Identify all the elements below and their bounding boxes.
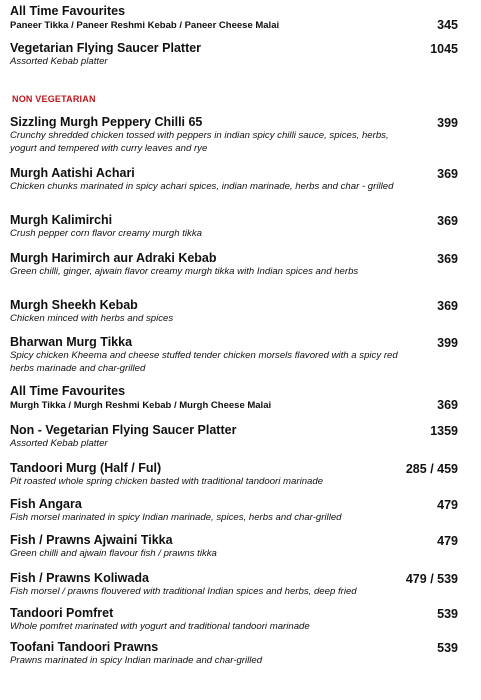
item-name: Tandoori Pomfret (10, 606, 114, 620)
item-name: Fish / Prawns Ajwaini Tikka (10, 533, 173, 547)
item-name: Murgh Harimirch aur Adraki Kebab (10, 251, 217, 265)
item-description: Green chilli, ginger, ajwain flavor creamy murgh tikka with Indian spices and herbs (10, 266, 359, 277)
item-price: 369 (437, 299, 458, 313)
menu-item (10, 606, 460, 634)
item-price: 479 / 539 (405, 572, 458, 586)
menu-item (10, 497, 460, 525)
item-description: Crush pepper corn flavor creamy murgh tikka (10, 228, 202, 239)
item-price: 479 (437, 534, 458, 548)
item-description: Prawns marinated in spicy Indian marinade and char-grilled (10, 655, 263, 666)
item-name: Vegetarian Flying Saucer Platter (10, 41, 202, 55)
item-name: Murgh Kalimirchi (10, 213, 113, 227)
item-description: Chicken chunks marinated in spicy achari spices, indian marinade, herbs and char - grilled (10, 181, 394, 192)
item-name: Toofani Tandoori Prawns (10, 640, 159, 654)
item-name: All Time Favourites (10, 384, 126, 398)
item-price: 369 (437, 214, 458, 228)
menu-item (10, 115, 460, 155)
menu-item (10, 298, 460, 326)
item-description: Chicken minced with herbs and spices (10, 313, 174, 324)
item-name: Fish / Prawns Koliwada (10, 571, 149, 585)
item-price: 345 (437, 18, 458, 32)
item-name: Murgh Sheekh Kebab (10, 298, 138, 312)
item-name: Bharwan Murg Tikka (10, 335, 133, 349)
menu-item (10, 213, 460, 241)
menu-item (10, 571, 460, 599)
menu-item (10, 640, 460, 668)
item-subtitle: Murgh Tikka / Murgh Reshmi Kebab / Murgh Cheese Malai (10, 400, 272, 411)
menu-item (10, 533, 460, 561)
item-price: 369 (437, 252, 458, 266)
item-price: 539 (437, 607, 458, 621)
menu-item (10, 384, 460, 412)
item-description: Fish morsel / prawns flouvered with traditional Indian spices and herbs, deep fried (10, 586, 357, 597)
item-description: Whole pomfret marinated with yogurt and traditional tandoori marinade (10, 621, 310, 632)
item-price: 479 (437, 498, 458, 512)
item-price: 1045 (430, 42, 458, 56)
item-name: Murgh Aatishi Achari (10, 166, 135, 180)
menu-item (10, 335, 460, 375)
section-title-non-vegetarian: NON VEGETARIAN (12, 94, 96, 104)
item-description: Pit roasted whole spring chicken basted with traditional tandoori marinade (10, 476, 324, 487)
menu-item-veg-all-time-favourites (10, 4, 460, 32)
menu-item (10, 423, 460, 451)
menu-item (10, 461, 460, 489)
item-description: Green chilli and ajwain flavour fish / prawns tikka (10, 548, 217, 559)
item-name: Non - Vegetarian Flying Saucer Platter (10, 423, 237, 437)
item-subtitle: Paneer Tikka / Paneer Reshmi Kebab / Paneer Cheese Malai (10, 20, 280, 31)
item-price: 399 (437, 336, 458, 350)
menu-item (10, 251, 460, 279)
item-price: 369 (437, 167, 458, 181)
item-description: Assorted Kebab platter (10, 438, 108, 449)
item-description: Assorted Kebab platter (10, 56, 108, 67)
item-price: 285 / 459 (405, 462, 458, 476)
item-description: Crunchy shredded chicken tossed with peppers in indian spicy chilli sauce, spices, herbs, yogurt and tempered with curry leaves and rye (10, 130, 389, 154)
item-price: 539 (437, 641, 458, 655)
item-price: 1359 (430, 424, 458, 438)
item-name: Sizzling Murgh Peppery Chilli 65 (10, 115, 203, 129)
item-name: Tandoori Murg (Half / Ful) (10, 461, 162, 475)
menu-item (10, 166, 460, 194)
item-name: Fish Angara (10, 497, 82, 511)
item-description: Spicy chicken Kheema and cheese stuffed tender chicken morsels flavored with a spicy red herbs marinade and char-grilled (10, 350, 398, 374)
item-description: Fish morsel marinated in spicy Indian marinade, spices, herbs and char-grilled (10, 512, 342, 523)
item-name: All Time Favourites (10, 4, 126, 18)
item-price: 369 (437, 398, 458, 412)
item-price: 399 (437, 116, 458, 130)
menu-item-veg-flying-saucer (10, 41, 460, 69)
